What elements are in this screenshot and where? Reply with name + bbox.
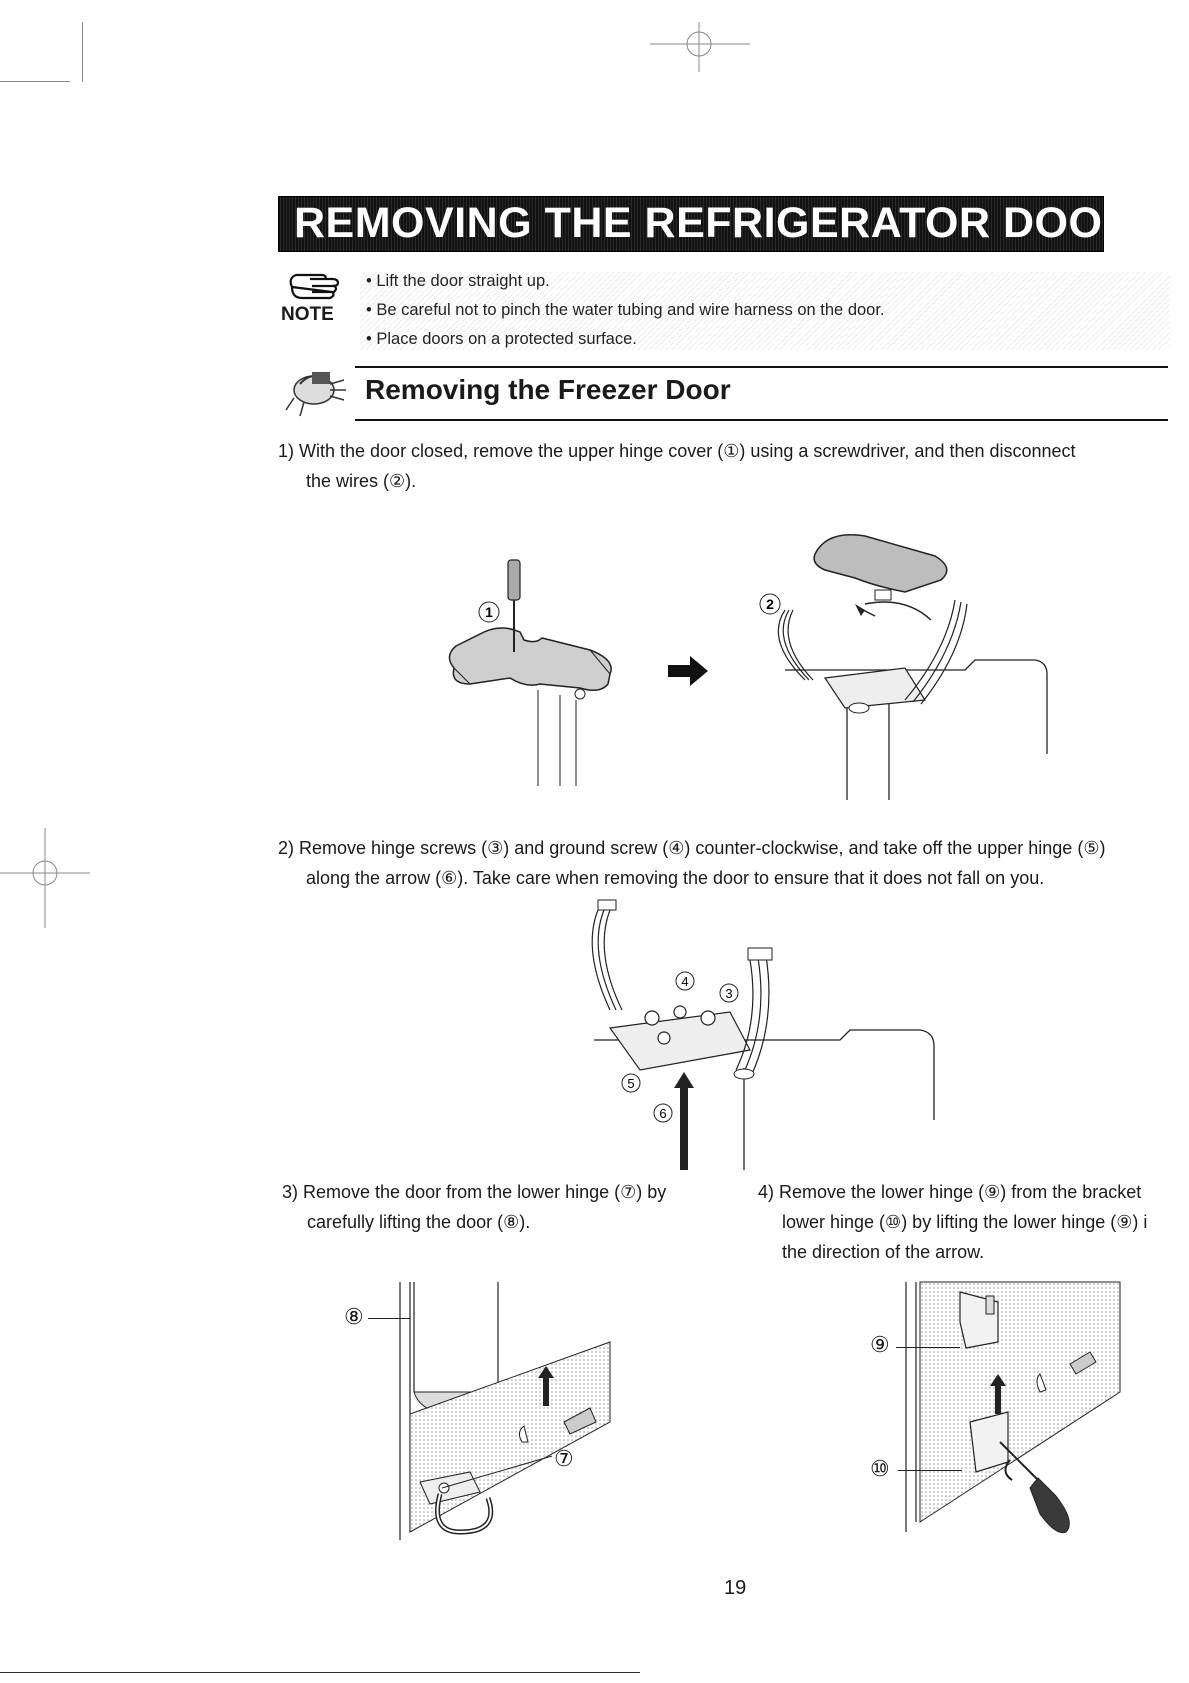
crop-target-top xyxy=(650,22,750,72)
note-label: NOTE xyxy=(281,304,334,325)
step-4-line-3: the direction of the arrow. xyxy=(782,1242,985,1262)
section-title: Removing the Freezer Door xyxy=(365,374,731,405)
callout-1 xyxy=(477,600,501,624)
step-4-line-2: lower hinge (⑩) by lifting the lower hinge (⑨) i xyxy=(782,1212,1148,1232)
right-arrow-icon xyxy=(668,656,708,686)
note-line-2: • Be careful not to pinch the water tubing and wire harness on the door. xyxy=(366,301,885,319)
callout-8: ⑧ xyxy=(344,1304,364,1329)
figure-hinge-screws xyxy=(580,900,960,1170)
callout-4 xyxy=(674,970,696,992)
figure-lower-hinge-removal xyxy=(900,1282,1120,1542)
pointing-hand-icon xyxy=(282,270,340,304)
section-rule-bottom xyxy=(355,419,1168,421)
step-2-line-1: 2) Remove hinge screws (③) and ground screw (④) counter-clockwise, and take off the upper hinge (⑤) xyxy=(278,838,1106,858)
callout-3-label: 3 xyxy=(725,986,733,1001)
callout-8-leader xyxy=(368,1318,410,1319)
figure-hinge-cover-removal xyxy=(440,560,640,790)
page-title: REMOVING THE REFRIGERATOR DOORS xyxy=(294,199,1164,247)
callout-10: ⑩ xyxy=(870,1456,890,1481)
callout-6-label: 6 xyxy=(659,1106,667,1121)
registration-mark xyxy=(0,81,70,82)
registration-mark xyxy=(82,22,83,82)
callout-2 xyxy=(758,592,782,616)
mascot-icon xyxy=(282,362,348,417)
callout-1-label: 1 xyxy=(485,604,493,620)
callout-5-label: 5 xyxy=(627,1076,635,1091)
callout-9-leader xyxy=(896,1347,960,1348)
callout-6 xyxy=(652,1102,674,1124)
callout-2-label: 2 xyxy=(766,596,774,612)
figure-wire-disconnect xyxy=(755,530,1055,800)
note-line-1: • Lift the door straight up. xyxy=(366,272,550,290)
page-title-bar xyxy=(278,196,1164,252)
note-line-3: • Place doors on a protected surface. xyxy=(366,330,637,348)
figure-door-lift xyxy=(390,1282,630,1542)
callout-4-label: 4 xyxy=(681,974,689,989)
callout-9: ⑨ xyxy=(870,1332,890,1357)
step-1-line-2: the wires (②). xyxy=(306,471,417,491)
callout-7: ⑦ xyxy=(554,1446,574,1471)
step-1-line-1: 1) With the door closed, remove the upper hinge cover (①) using a screwdriver, and then disconnect xyxy=(278,441,1076,461)
step-4-line-1: 4) Remove the lower hinge (⑨) from the bracket xyxy=(758,1182,1142,1202)
callout-5 xyxy=(620,1072,642,1094)
section-rule-top xyxy=(355,366,1168,368)
callout-10-leader xyxy=(898,1470,962,1471)
callout-3 xyxy=(718,982,740,1004)
step-3-line-1: 3) Remove the door from the lower hinge (⑦) by xyxy=(282,1182,667,1202)
step-3-line-2: carefully lifting the door (⑧). xyxy=(307,1212,531,1232)
step-2-line-2: along the arrow (⑥). Take care when removing the door to ensure that it does not fall on you. xyxy=(306,868,1045,888)
crop-target-left xyxy=(0,828,90,928)
footer-rule xyxy=(0,1672,640,1673)
page-number: 19 xyxy=(724,1577,747,1599)
